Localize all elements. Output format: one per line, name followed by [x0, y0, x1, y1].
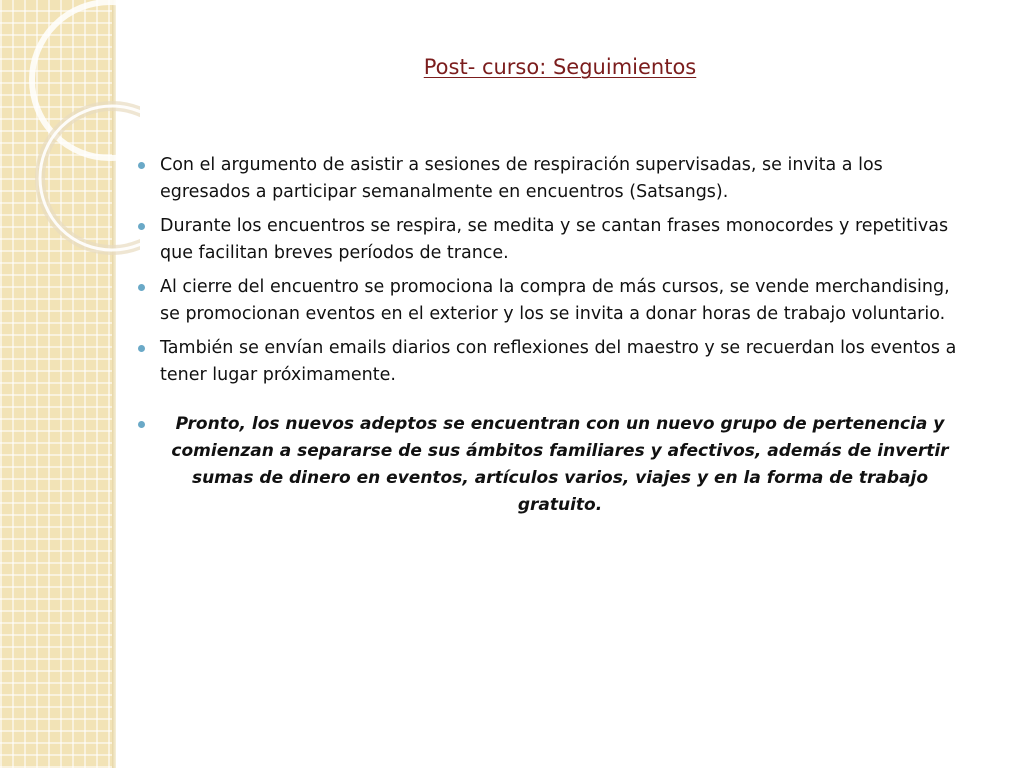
bullet-item — [130, 274, 960, 328]
bullet-item — [130, 152, 960, 206]
bullet-marker-icon — [138, 284, 145, 291]
bullet-marker-icon — [138, 345, 145, 352]
bullet-item-emphasis — [130, 411, 960, 519]
bullet-marker-icon — [138, 421, 145, 428]
bullet-item — [130, 335, 960, 389]
bullet-list — [130, 152, 960, 526]
bullet-text: Pronto, los nuevos adeptos se encuentran con un nuevo grupo de pertenencia y comienzan a separarse de sus ámbitos familiares y afectivos, además de invertir sumas de dinero en eventos, artículos varios, viajes y en la forma de trabajo gratuito. — [171, 414, 949, 515]
bullet-marker-icon — [138, 162, 145, 169]
bullet-text: Durante los encuentros se respira, se medita y se cantan frases monocordes y repetitivas que facilitan breves períodos de trance. — [160, 216, 949, 263]
slide-title: Post- curso: Seguimientos — [423, 55, 697, 79]
bullet-item — [130, 213, 960, 267]
bullet-marker-icon — [138, 223, 145, 230]
bullet-text: También se envían emails diarios con reflexiones del maestro y se recuerdan los eventos a tener lugar próximamente. — [160, 338, 957, 385]
decorative-rings — [0, 0, 140, 260]
bullet-text: Con el argumento de asistir a sesiones de respiración supervisadas, se invita a los egresados a participar semanalmente en encuentros (Satsangs). — [160, 155, 883, 202]
bullet-text: Al cierre del encuentro se promociona la compra de más cursos, se vende merchandising, se promocionan eventos en el exterior y los se invita a donar horas de trabajo voluntario. — [160, 277, 950, 324]
